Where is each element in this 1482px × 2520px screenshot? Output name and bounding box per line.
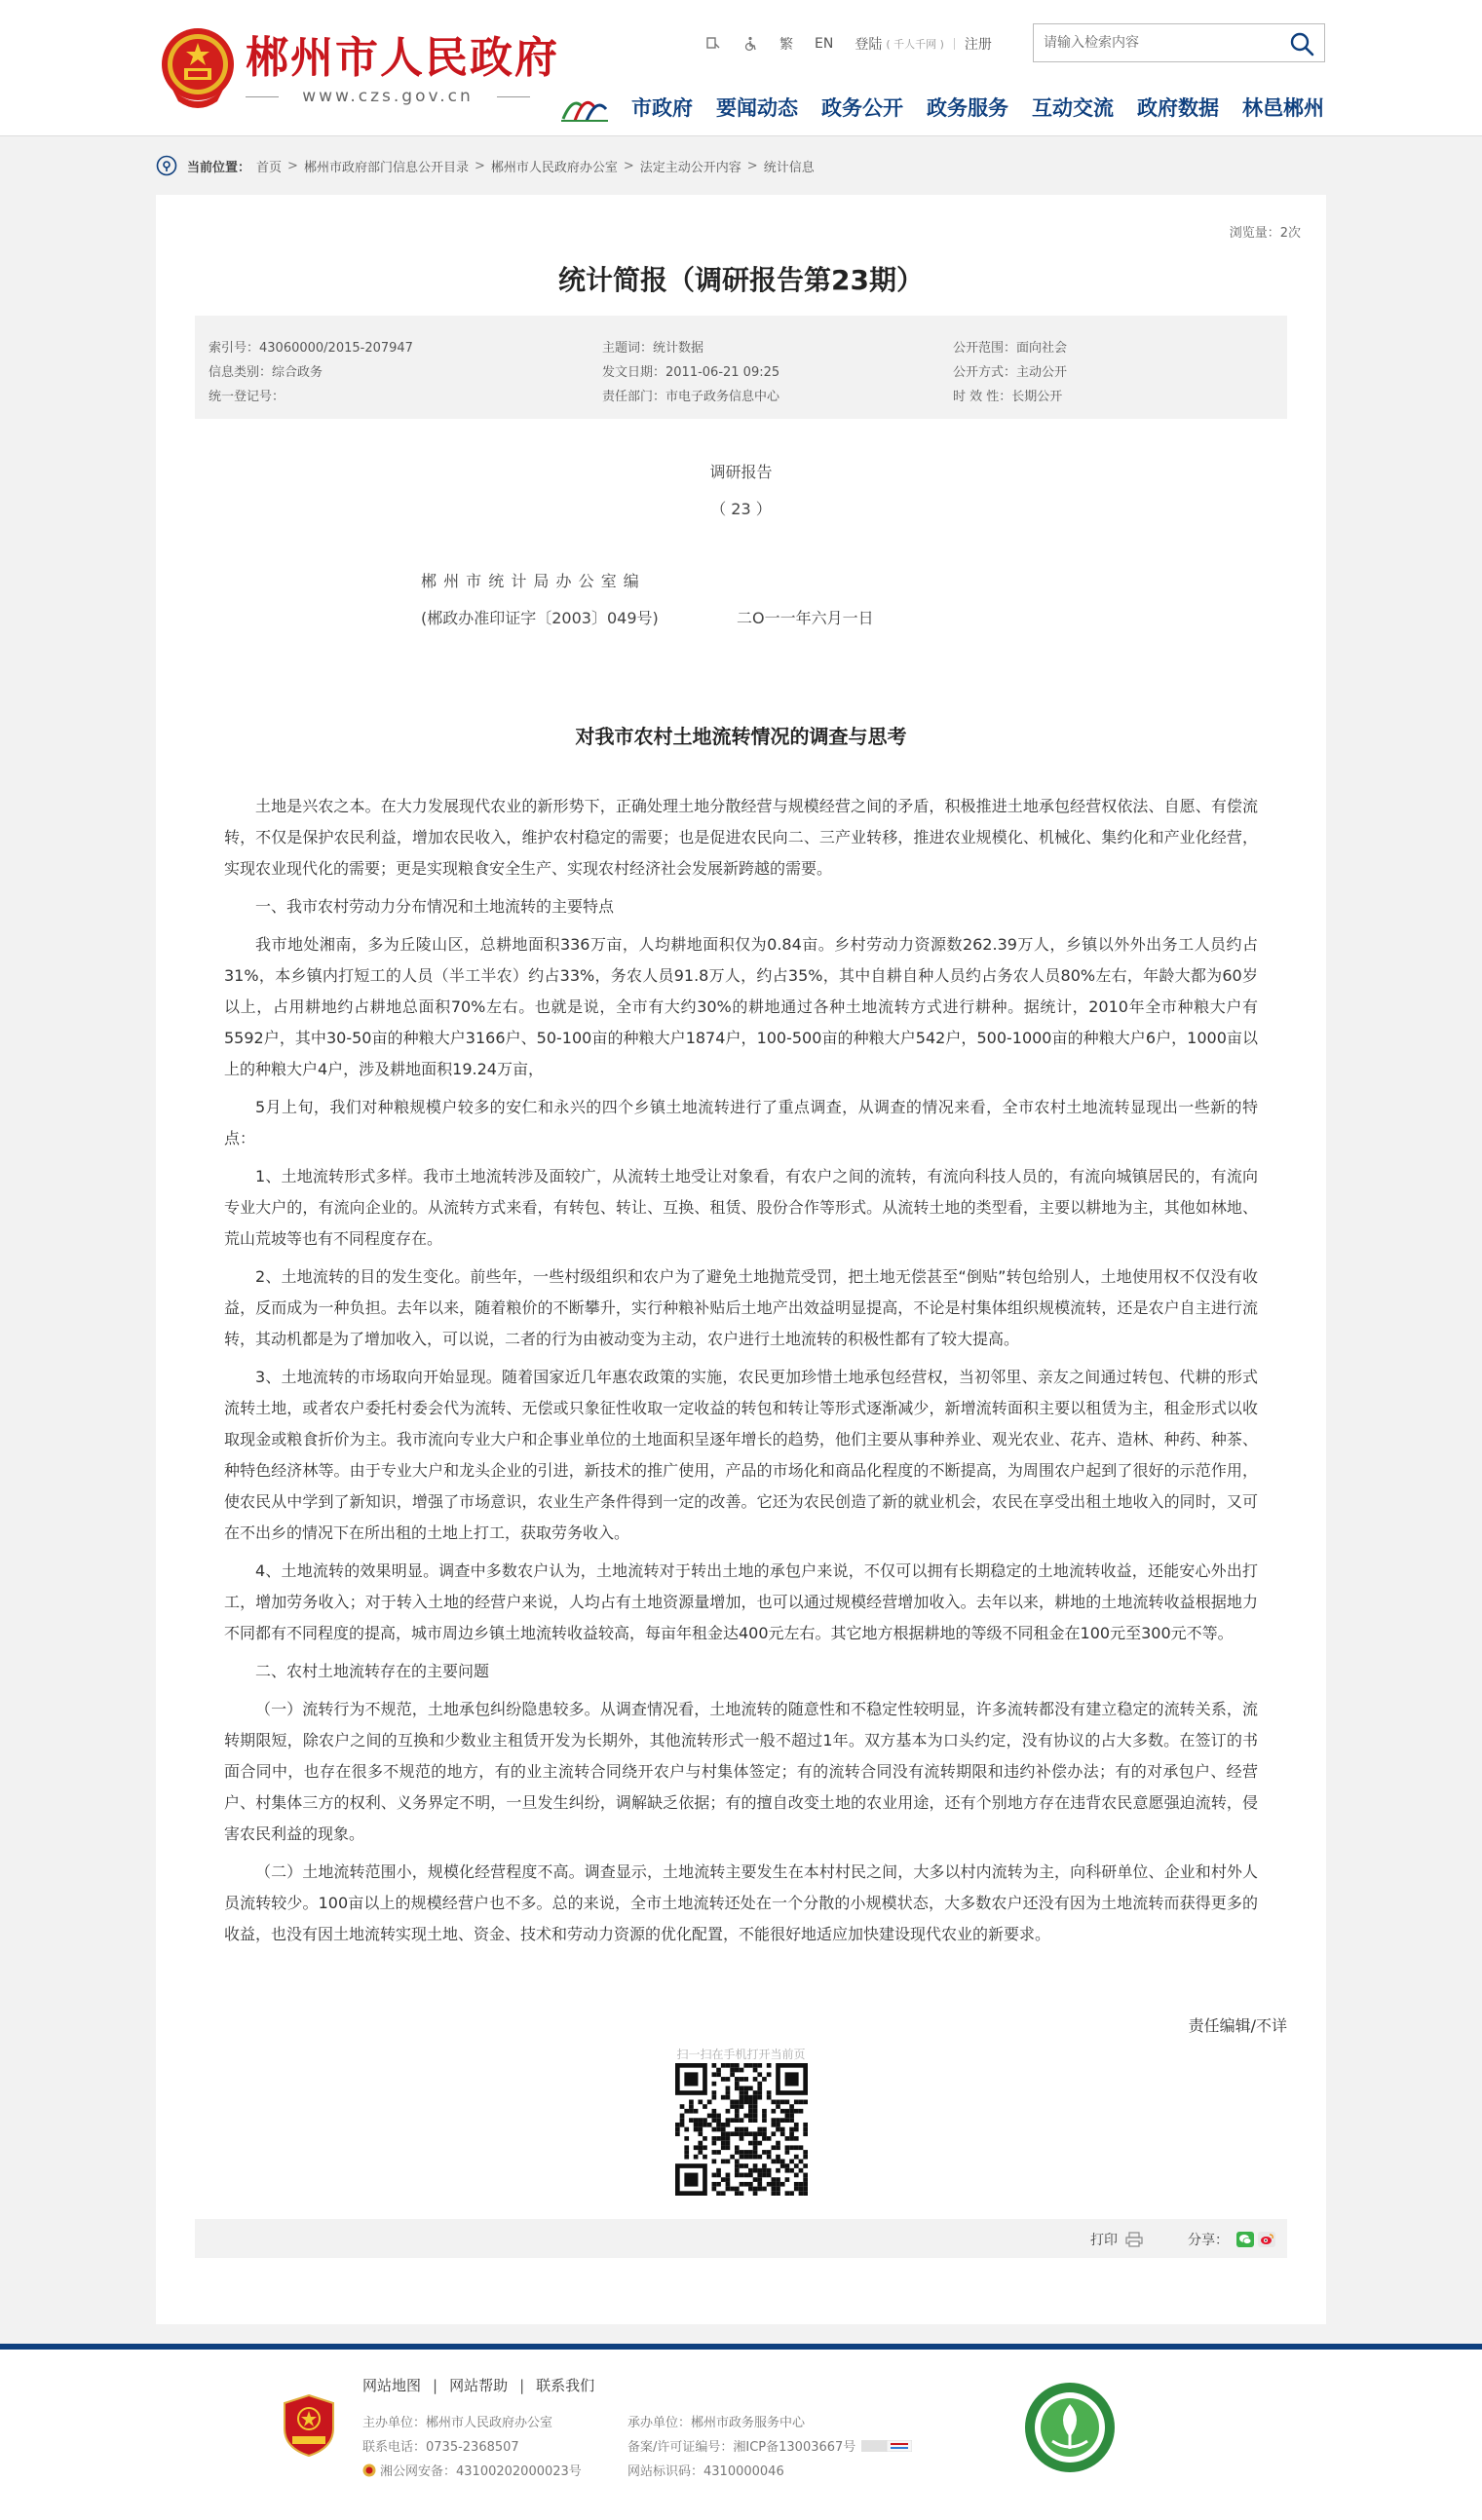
cnzz-badge-icon: [861, 2440, 912, 2452]
meta-topic: 主题词：统计数据: [602, 341, 704, 356]
meta-reg-no: 统一登记号：: [209, 390, 285, 404]
paragraph: 2、土地流转的目的发生变化。前些年，一些村级组织和农户为了避免土地抛荒受罚，把土地无偿甚至“倒贴”转包给别人，土地使用权不仅没有收益，反而成为一种负担。去年以来，随着粮价的不断攀升，实行种粮补贴后土地产出效益明显提高，不论是村集体组织规模流转，还是农户自主进行流转，其动机都是为了增加收入，可以说，二者的行为由被动变为主动，农户进行土地流转的积极性都有了较大提高。: [224, 1267, 1258, 1348]
view-count: 浏览量：2次: [1229, 226, 1301, 241]
paragraph: （二）土地流转范围小，规模化经营程度不高。调查显示，土地流转主要发生在本村村民之间，大多以村内流转为主，向科研单位、企业和村外人员流转较少。100亩以上的规模经营户也不多。总的来说，全市土地流转还处在一个分散的小规模状态，大多数农户还没有因为土地流转而获得更多的收益，也没有因土地流转实现土地、资金、技术和劳动力资源的优化配置，不能很好地适应加快建设现代农业的新要求。: [224, 1862, 1258, 1943]
icp-text: 备案/许可证编号：湘ICP备13003667号: [627, 2440, 856, 2455]
article-title: 对我市农村土地流转情况的调查与思考: [575, 725, 907, 748]
paragraph: 我市地处湘南，多为丘陵山区，总耕地面积336万亩，人均耕地面积仅为0.84亩。乡村劳动力资源数262.39万人，乡镇以外外出务工人员约占31%，本乡镇内打短工的人员（半工半农）约占33%，务农人员91.8万人，约占35%，其中自耕自种人员约占务农人员80%左右，年龄大都为60岁以上，占用耕地约占耕地总面积70%左右。也就是说，全市有大约30%的耕地通过各种土地流转方式进行耕种。据统计，2010年全市种粮大户有5592户，其中30-50亩的种粮大户3166户、50-100亩的种粮大户1874户，100-500亩的种粮大户542户，500-1000亩的种粮大户6户，1000亩以上的种粮大户4户，涉及耕地面积19.24万亩，: [224, 935, 1258, 1078]
search-box: [1033, 23, 1325, 62]
qr-caption: 扫一扫在手机打开当前页: [676, 2048, 806, 2061]
paragraph: 5月上旬，我们对种粮规模户较多的安仁和永兴的四个乡镇土地流转进行了重点调查，从调查的情况来看，全市农村土地流转显现出一些新的特点：: [224, 1098, 1258, 1147]
editor-office: 郴 州 市 统 计 局 办 公 室 编: [421, 572, 640, 590]
contact-link[interactable]: 联系我们: [536, 2377, 595, 2394]
help-link[interactable]: 网站帮助: [449, 2377, 509, 2394]
site-footer: [0, 2344, 1482, 2520]
weibo-icon[interactable]: [1258, 2232, 1275, 2247]
page-title: 统计简报（调研报告第23期）: [558, 264, 924, 296]
meta-method: 公开方式：主动公开: [953, 365, 1068, 380]
print-button[interactable]: [1090, 2230, 1143, 2249]
site-title[interactable]: 郴州市人民政府: [246, 33, 559, 83]
meta-date: 发文日期：2011-06-21 09:25: [602, 365, 780, 380]
meta-index-no: 索引号：43060000/2015-207947: [209, 341, 413, 356]
breadcrumb-item[interactable]: 郴州市政府部门信息公开目录: [303, 160, 469, 175]
register-link[interactable]: 注册: [964, 37, 992, 53]
share-label: 分享：: [1188, 2233, 1229, 2248]
nav-item-government-services[interactable]: 政务服务: [927, 96, 1008, 120]
tools-divider: [954, 38, 955, 50]
section-heading: 一、我市农村劳动力分布情况和土地流转的主要特点: [255, 897, 615, 916]
meta-scope: 公开范围：面向社会: [953, 341, 1068, 356]
report-label: 调研报告: [709, 463, 773, 481]
login-note: ( 千人千网 ): [886, 38, 944, 51]
login-label: 登陆: [855, 37, 883, 53]
breadcrumb: 当前位置： 首页 > 郴州市政府部门信息公开目录 > 郴州市人民政府办公室 > 法定主动公开内容 > 统计信息: [156, 154, 815, 177]
party-government-badge-icon[interactable]: [283, 2393, 335, 2458]
responsible-editor: 责任编辑/不详: [1188, 2016, 1287, 2035]
footer-site-code: 网站标识码：4310000046: [627, 2464, 784, 2479]
paragraph: 3、土地流转的市场取向开始显现。随着国家近几年惠农政策的实施，农民更加珍惜土地承包经营权，当初邻里、亲友之间通过转包、代耕的形式流转土地，或者农户委托村委会代为流转、无偿或只象征性收取一定收益的转包和转让等形式逐渐减少，新增流转面积主要以租赁为主，租金形式以收取现金或粮食折价为主。我市流向专业大户和企事业单位的土地面积呈逐年增长的趋势，他们主要从事种养业、观光农业、花卉、造林、种药、种茶、种特色经济林等。由于专业大户和龙头企业的引进，新技术的推广使用，产品的市场化和商品化程度的不断提高，为周围农户起到了很好的示范作用，使农民从中学到了新知识，增强了市场意识，农业生产条件得到一定的改善。它还为农民创造了新的就业机会，农民在享受出租土地收入的同时，又可在不出乡的情况下在所出租的土地上打工，获取劳务收入。: [224, 1368, 1258, 1542]
document-meta-table: [195, 316, 1287, 419]
printer-icon: [1125, 2232, 1143, 2247]
nav-item-interaction[interactable]: 互动交流: [1032, 96, 1114, 120]
issue-number: （ 23 ）: [710, 500, 772, 518]
login-link[interactable]: [855, 34, 944, 54]
meta-validity: 时 效 性：长期公开: [953, 390, 1063, 404]
article-body: [224, 791, 1258, 1957]
footer-links: 网站地图 | 网站帮助 | 联系我们: [362, 2376, 595, 2394]
read-aloud-icon: [705, 36, 721, 52]
article-toolbar: [195, 2219, 1287, 2258]
breadcrumb-item[interactable]: 法定主动公开内容: [639, 160, 741, 175]
traditional-chinese-link[interactable]: 繁: [779, 37, 793, 53]
section-heading: 二、农村土地流转存在的主要问题: [255, 1662, 490, 1680]
header-tools: [705, 32, 1013, 56]
article-card: [156, 195, 1326, 2324]
print-label: 打印: [1090, 2233, 1118, 2248]
police-badge-icon: [362, 2464, 376, 2477]
share-group: [1188, 2230, 1275, 2249]
paragraph: 土地是兴农之本。在大力发展现代农业的新形势下，正确处理土地分散经营与规模经营之间的矛盾，积极推进土地承包经营权依法、自愿、有偿流转，不仅是保护农民利益，增加农民收入，维护农村稳定的需要；也是促进农民向二、三产业转移，推进农业规模化、机械化、集约化和产业化经营，实现农业现代化的需要；更是实现粮食安全生产、实现农村经济社会发展新跨越的需要。: [224, 797, 1258, 878]
meta-category: 信息类别：综合政务: [209, 365, 323, 380]
license-number: (郴政办准印证字〔2003〕049号): [421, 609, 659, 627]
footer-police[interactable]: [362, 2461, 582, 2479]
site-domain: www.czs.gov.cn: [246, 86, 530, 107]
qr-code-icon: [675, 2063, 808, 2196]
paragraph: （一）流转行为不规范，土地承包纠纷隐患较多。从调查情况看，土地流转的随意性和不稳定性较明显，许多流转都没有建立稳定的流转关系，流转期限短，除农户之间的互换和少数业主租赁开发为长期外，其他流转形式一般不超过1年。双方基本为口头约定，没有协议的占大多数。在签订的书面合同中，也存在很多不规范的地方，有的业主流转合同绕开农户与村集体签定；有的流转合同没有流转期限和违约补偿办法；有的对承包户、经营户、村集体三方的权利、义务界定不明，一旦发生纠纷，调解缺乏依据；有的擅自改变土地的农业用途，还有个别地方存在违背农民意愿强迫流转，侵害农民利益的现象。: [224, 1700, 1258, 1843]
paragraph: 4、土地流转的效果明显。调查中多数农户认为，土地流转对于转出土地的承包户来说，不仅可以拥有长期稳定的土地流转收益，还能安心外出打工，增加劳务收入；对于转入土地的经营户来说，人均占有土地资源量增加，也可以通过规模经营增加收入。去年以来，耕地的土地流转收益根据地力不同都有不同程度的提高，城市周边乡镇土地流转收益较高，每亩年租金达400元左右。其它地方根据耕地的等级不同租金在100元至300元不等。: [224, 1561, 1258, 1642]
wheelchair-icon: [742, 36, 758, 52]
nav-item-government-affairs[interactable]: 政务公开: [821, 96, 903, 120]
nav-item-city-government[interactable]: 市政府: [631, 96, 693, 120]
english-link[interactable]: EN: [815, 36, 834, 52]
nav-item-news[interactable]: 要闻动态: [716, 96, 798, 120]
location-pin-icon: [156, 155, 177, 176]
paragraph: 1、土地流转形式多样。我市土地流转涉及面较广，从流转土地受让对象看，有农户之间的流转，有流向科技人员的，有流向城镇居民的，有流向专业大户的，有流向企业的。从流转方式来看，有转包、转让、互换、租赁、股份合作等形式。从流转土地的类型看，主要以耕地为主，其他如林地、荒山荒坡等也有不同程度存在。: [224, 1167, 1258, 1248]
footer-phone: 联系电话：0735-2368507: [362, 2440, 519, 2455]
breadcrumb-item[interactable]: 首页: [256, 160, 283, 175]
publish-date: 二O一一年六月一日: [737, 609, 874, 627]
sitemap-link[interactable]: 网站地图: [362, 2377, 422, 2394]
breadcrumb-item[interactable]: 统计信息: [763, 160, 815, 175]
city-logo-icon: [559, 90, 610, 125]
search-input[interactable]: [1034, 24, 1275, 61]
breadcrumb-item[interactable]: 郴州市人民政府办公室: [490, 160, 618, 175]
nav-item-linyi-chenzhou[interactable]: 林邑郴州: [1242, 96, 1324, 120]
breadcrumb-label: 当前位置：: [187, 160, 251, 175]
search-icon[interactable]: [1289, 31, 1314, 56]
main-nav: [631, 94, 1348, 123]
civilized-city-seal-icon[interactable]: [1023, 2381, 1117, 2474]
wechat-icon[interactable]: [1236, 2232, 1254, 2247]
meta-dept: 责任部门：市电子政务信息中心: [602, 390, 780, 404]
footer-icp[interactable]: [627, 2436, 916, 2455]
accessibility-read-button[interactable]: [705, 36, 721, 52]
accessibility-button[interactable]: [742, 36, 758, 52]
police-text: 湘公网安备：43100202000023号: [380, 2464, 582, 2479]
footer-host: 主办单位：郴州市人民政府办公室: [362, 2416, 553, 2430]
nav-item-government-data[interactable]: 政府数据: [1137, 96, 1219, 120]
site-header: [0, 0, 1482, 136]
national-emblem-icon: [159, 25, 237, 109]
footer-undertaker: 承办单位：郴州市政务服务中心: [627, 2416, 806, 2430]
